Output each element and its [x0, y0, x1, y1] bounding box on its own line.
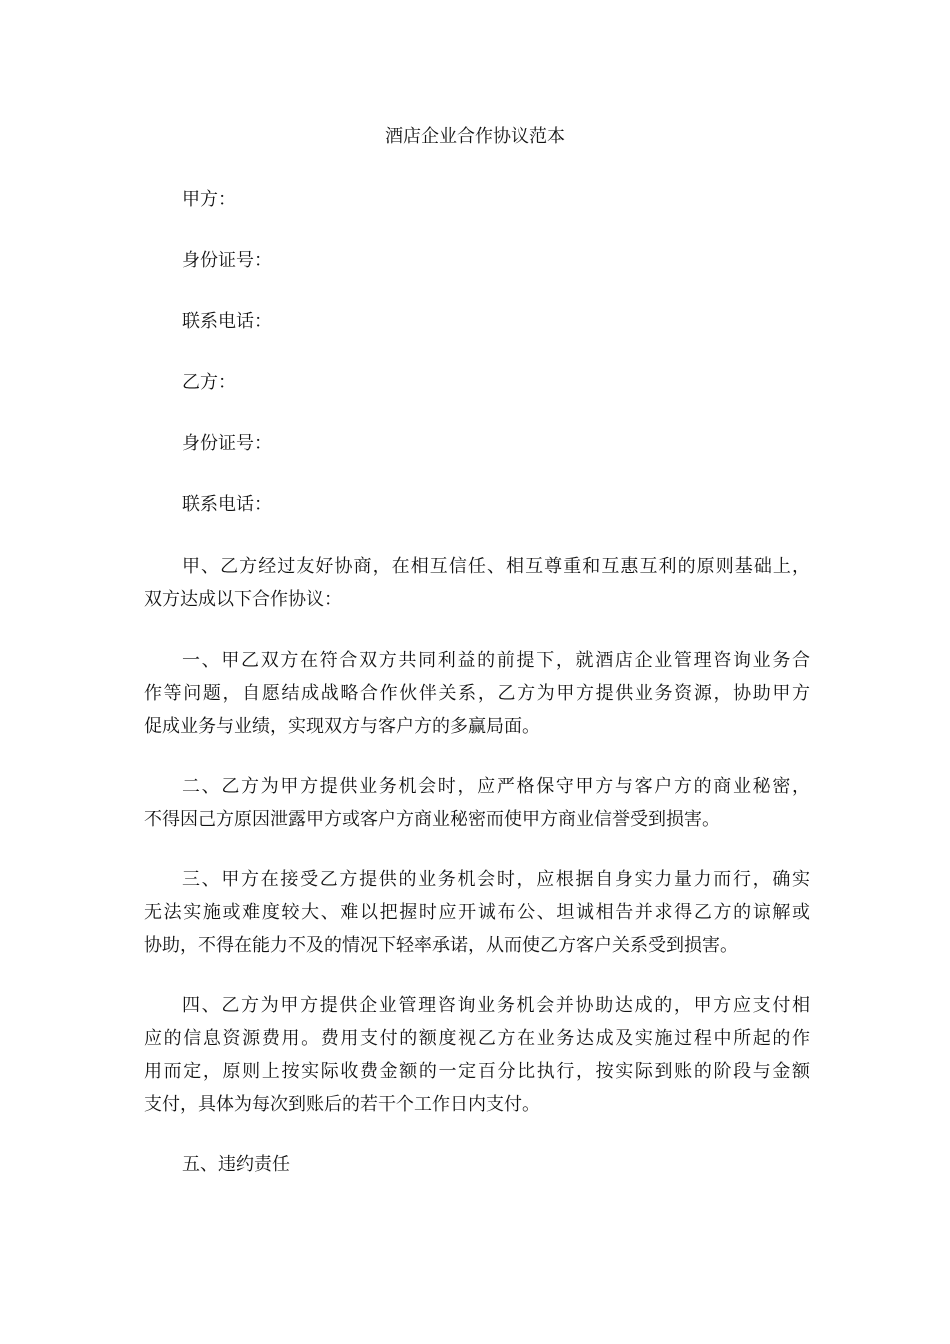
clause-2-paragraph — [144, 770, 810, 836]
paragraph-line: 用而定，原则上按实际收费金额的一定百分比执行，按实际到账的阶段与金额 — [144, 1061, 810, 1082]
clause-1-paragraph — [144, 644, 810, 743]
paragraph-line: 双方达成以下合作协议： — [144, 589, 342, 610]
party-a-name-label: 甲方： — [182, 189, 236, 210]
paragraph-line: 甲、乙方经过友好协商，在相互信任、相互尊重和互惠互利的原则基础上， — [182, 556, 810, 577]
paragraph-line: 一、甲乙双方在符合双方共同利益的前提下，就酒店企业管理咨询业务合 — [182, 650, 810, 671]
party-a-phone-label: 联系电话： — [182, 311, 272, 332]
paragraph-line: 三、甲方在接受乙方提供的业务机会时，应根据自身实力量力而行，确实 — [182, 869, 810, 890]
clause-5-heading: 五、违约责任 — [182, 1154, 290, 1175]
paragraph-line: 二、乙方为甲方提供业务机会时，应严格保守甲方与客户方的商业秘密， — [182, 776, 810, 797]
paragraph-line: 作等问题，自愿结成战略合作伙伴关系，乙方为甲方提供业务资源，协助甲方 — [144, 683, 810, 704]
clause-3-paragraph — [144, 863, 810, 962]
paragraph-line: 四、乙方为甲方提供企业管理咨询业务机会并协助达成的，甲方应支付相 — [182, 995, 810, 1016]
intro-paragraph — [144, 550, 810, 616]
paragraph-line: 无法实施或难度较大、难以把握时应开诚布公、坦诚相告并求得乙方的谅解或 — [144, 902, 810, 923]
party-b-id-label: 身份证号： — [182, 433, 272, 454]
paragraph-line: 协助，不得在能力不及的情况下轻率承诺，从而使乙方客户关系受到损害。 — [144, 935, 738, 956]
paragraph-line: 支付，具体为每次到账后的若干个工作日内支付。 — [144, 1094, 540, 1115]
paragraph-line: 不得因己方原因泄露甲方或客户方商业秘密而使甲方商业信誉受到损害。 — [144, 809, 720, 830]
clause-4-paragraph — [144, 989, 810, 1121]
paragraph-line: 应的信息资源费用。费用支付的额度视乙方在业务达成及实施过程中所起的作 — [144, 1028, 810, 1049]
paragraph-line: 促成业务与业绩，实现双方与客户方的多赢局面。 — [144, 716, 540, 737]
party-b-name-label: 乙方： — [182, 372, 236, 393]
party-b-phone-label: 联系电话： — [182, 494, 272, 515]
document-title: 酒店企业合作协议范本 — [385, 126, 565, 147]
party-a-id-label: 身份证号： — [182, 250, 272, 271]
